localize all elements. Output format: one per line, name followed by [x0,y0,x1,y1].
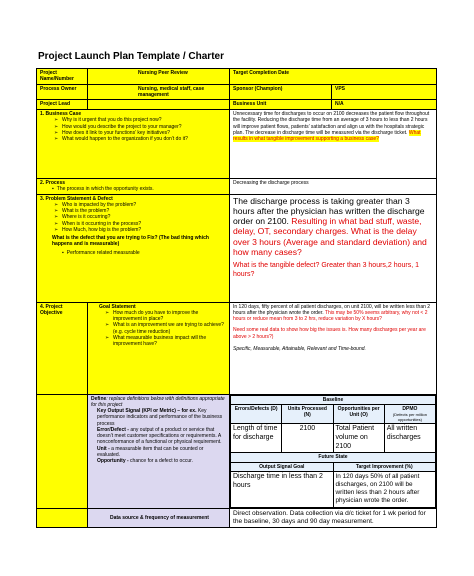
kos-heading: Key Output Signal (KPI or Metric) – for ex. [97,408,197,414]
data-source-value[interactable]: Direct observation. Data collection via d/c ticket for 1 wk period for the baseline, 30 days and 90 day measurement. [230,508,437,527]
process-answer[interactable]: Decreasing the discharge process [230,179,437,195]
objective-answer-red: This may be 50% seems arbitrary, why not < 2 hours or reduce mean from 3 to 2 hrs, reduce variation by X hours? [233,309,428,322]
problem-answer-red2: What is the tangible defect? Greater than 3 hours,2 hours, 1 hours? [233,262,419,279]
objective-answer-text: In 120 days, fifty percent of all patient discharges, on unit 2100, will be written less than 2 hours after the physician wrote the order. [233,303,431,316]
business-case-answer-text: Unnecessary time for discharges to occur on 2100 decreases the patient flow throughout the facility. Reducing the discharge time from an average of 3 hours to less than 2 hours will improve patient flows, patients’ satisfaction and align us with the hospitals strategic plan. The decrease in discharge time will be measured via the discharge ticket. [233,111,430,136]
baseline-col: Units Processed (N) [282,404,333,423]
problem-heading: 3. Problem Statement & Defect [40,195,113,202]
future-col: Target Improvement (%) [333,462,436,471]
charter-table [36,68,437,528]
goal-item: ➢ What is an improvement we are trying to achieve? (e.g. cycle time reduction) [113,322,226,335]
baseline-value[interactable]: 2100 [282,424,333,453]
error-text: any output of a product or service that doesn’t meet customer specifications or requirements. A nonconformance of a functional or physical requirement. [97,426,222,446]
baseline-col: Errors/Defects (D) [231,404,282,423]
dpmo-sub: (Defects per million opportunities) [392,412,427,422]
project-name-label: Project Name/Number [37,69,88,85]
problem-question: ➢ How Much, how big is the problem? [62,227,226,233]
data-source-spacer [37,508,88,527]
unit-heading: Unit - [97,445,110,452]
future-value[interactable]: Discharge time in less than 2 hours [231,471,334,507]
business-case-answer-red: What results in what tangible improvement supporting a business case? [233,129,421,142]
define-text: : replace definitions below with definitions appropriate for this project [91,395,225,408]
business-case-question: ➢ What would happen to the organization if you don’t do it? [62,136,226,142]
objective-spacer [37,394,88,508]
define-label: Define [91,395,107,402]
problem-cell [37,194,230,302]
defect-question: What is the defect that you are trying to Fix? (The bad thing which happens and is measurable) [52,235,209,248]
future-col: Output Signal Goal [231,462,334,471]
baseline-col-dpmo [384,404,435,423]
future-title: Future State [231,453,436,462]
baseline-title: Baseline [231,395,436,404]
baseline-col: Opportunities per Unit (O) [333,404,384,423]
opportunity-heading: Opportunity - [97,458,129,464]
process-owner-value[interactable]: Nursing, medical staff, case management [88,84,230,100]
objective-answer[interactable] [230,302,437,394]
problem-answer-red: Resulting in what bad stuff, waste, delay, OT, secondary charges. What is the delay over 3 hours (Average and standard deviation) and how many cases? [233,216,427,258]
sponsor-value[interactable]: VPS [332,84,437,100]
project-name-value[interactable]: Nursing Peer Review [88,69,230,85]
process-sub: ▪ The process in which the opportunity exists. [52,186,226,192]
business-case-answer[interactable] [230,110,437,179]
baseline-value[interactable]: All written discharges [384,424,435,453]
sponsor-label: Sponsor (Champion) [230,84,332,100]
business-unit-value[interactable]: N/A [332,100,437,110]
problem-answer[interactable] [230,194,437,302]
unit-text: a measurable item that can be counted or evaluated. [97,445,204,458]
document-title: Project Launch Plan Template / Charter [38,51,224,62]
problem-question: ➢ Where is it occurring? [62,214,226,220]
objective-answer-red2: Need some real data to show how big the issues is. How many discharges per year are above > 2 hours?) [233,327,426,340]
process-heading: 2. Process [40,180,66,186]
definitions-cell [88,394,230,508]
data-source-label: Data source & frequency of measurement [88,508,230,527]
baseline-value[interactable]: Total Patient volume on 2100 [333,424,384,453]
target-date-label: Target Completion Date [230,69,437,85]
problem-question: ➢ Who is impacted by the problem? [62,202,226,208]
dpmo-label: DPMO [402,405,418,412]
defect-bullet: ▪ Performance related measurable [62,250,226,256]
baseline-value[interactable]: Length of time for discharge [231,424,282,453]
business-case-question: ➢ How does it link to your functions’ key initiatives? [62,130,226,136]
opportunity-text: chance for a defect to occur. [128,458,193,464]
goal-cell [88,302,230,394]
goal-item: ➢ How much do you have to improve the improvement in place? [113,310,226,323]
project-lead-label: Project Lead [37,100,88,110]
objective-heading-cell [37,302,88,394]
metrics-cell [230,394,437,508]
objective-heading: 4. Project Objective [40,303,63,316]
baseline-table [230,395,436,508]
future-value[interactable]: In 120 days 50% of all patient discharges, on 2100 will be written less than 2 hours after physician wrote the order. [333,471,436,507]
smart-note: Specific, Measurable, Attainable, Relevant and Time-bound. [233,345,366,352]
problem-question: ➢ What is the problem? [62,208,226,214]
process-cell [37,179,230,195]
process-owner-label: Process Owner [37,84,88,100]
problem-answer-text: The discharge process is taking greater than 3 hours after the physician has written the discharge order on 2100. [233,195,425,227]
error-heading: Error/Defect - [97,426,129,433]
goal-heading: Goal Statement [99,303,136,310]
goal-item: ➢ What measurable business impact will the improvement have? [113,335,226,348]
business-case-question: ➢ How would you describe the project to your manager? [62,124,226,130]
business-case-question: ➢ Why is it urgent that you do this project now? [62,117,226,123]
problem-question: ➢ When is it occurring in the process? [62,221,226,227]
business-case-heading: 1. Business Case [40,111,82,117]
kos-text: Key performance indicators and performance of the business process [97,408,223,427]
project-lead-value[interactable] [88,100,230,110]
business-case-cell [37,110,230,179]
business-unit-label: Business Unit [230,100,332,110]
